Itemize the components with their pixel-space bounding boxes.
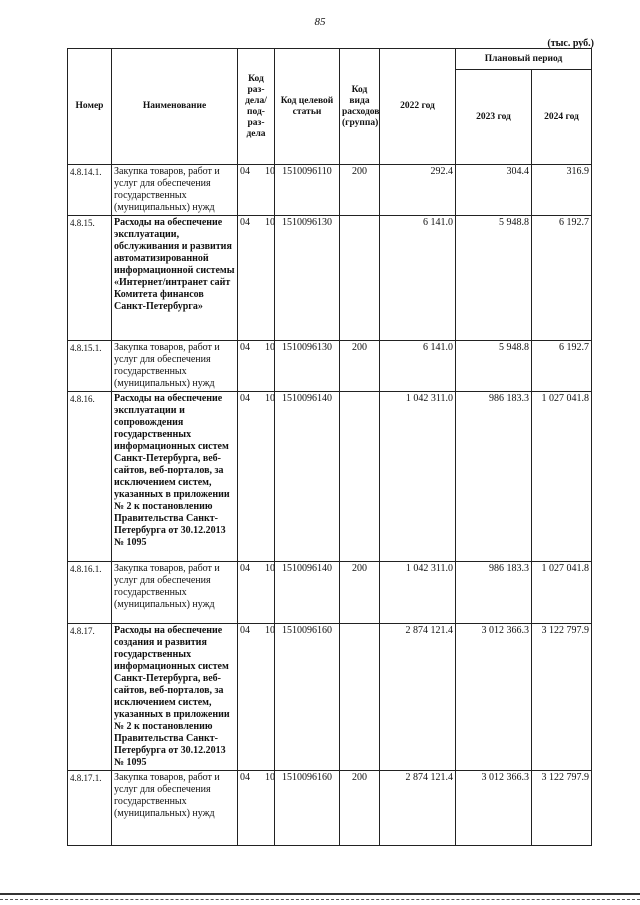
row-value-2023: 3 012 366.3 [456,771,532,846]
row-name: Закупка товаров, работ и услуг для обеспечения государственных (муниципальных) нужд [112,341,238,392]
row-razdel-code: 04 [240,342,250,353]
row-razdel-code: 04 [240,563,250,574]
row-value-2022: 1 042 311.0 [380,562,456,624]
row-value-2023: 986 183.3 [456,392,532,562]
row-vid-code: 200 [340,562,380,624]
row-target-code: 1510096140 [275,392,340,562]
row-razdel-code: 04 [240,393,250,404]
row-vid-code [340,216,380,341]
row-value-2024: 316.9 [532,165,592,216]
row-podrazdel-code: 10 [265,772,275,783]
row-value-2022: 6 141.0 [380,216,456,341]
row-podrazdel-code: 10 [265,393,275,404]
row-value-2023: 5 948.8 [456,216,532,341]
table-row [68,562,592,624]
row-value-2022: 2 874 121.4 [380,771,456,846]
table-row [68,165,592,216]
row-podrazdel-code: 10 [265,342,275,353]
row-razdel [238,341,275,392]
header-name: Наименование [112,49,238,165]
row-value-2024: 6 192.7 [532,216,592,341]
row-razdel-code: 04 [240,217,250,228]
table-header [68,49,592,165]
row-target-code: 1510096160 [275,624,340,771]
row-value-2022: 6 141.0 [380,341,456,392]
row-podrazdel-code: 10 [265,625,275,636]
row-razdel [238,624,275,771]
row-razdel [238,165,275,216]
row-value-2023: 986 183.3 [456,562,532,624]
row-value-2024: 1 027 041.8 [532,392,592,562]
row-razdel-code: 04 [240,625,250,636]
row-value-2024: 3 122 797.9 [532,771,592,846]
header-plan-period: Плановый период [456,49,592,70]
page-bottom-dashed-rule [0,899,640,900]
row-razdel-code: 04 [240,166,250,177]
row-name: Расходы на обеспечение эксплуатации, обслуживания и развития автоматизированной информационной системы «Интернет/интранет сайт Комитета финансов Санкт-Петербурга» [112,216,238,341]
row-razdel [238,216,275,341]
row-target-code: 1510096140 [275,562,340,624]
table-row [68,624,592,771]
row-vid-code: 200 [340,341,380,392]
row-number: 4.8.15. [68,216,112,341]
row-razdel-code: 04 [240,772,250,783]
row-value-2024: 6 192.7 [532,341,592,392]
header-vid: Код вида расходов (группа) [340,49,380,165]
row-value-2022: 2 874 121.4 [380,624,456,771]
page-number: 85 [314,16,326,28]
header-number: Номер [68,49,112,165]
row-name: Закупка товаров, работ и услуг для обеспечения государственных (муниципальных) нужд [112,771,238,846]
row-number: 4.8.16.1. [68,562,112,624]
row-vid-code [340,392,380,562]
header-2022: 2022 год [380,49,456,165]
row-number: 4.8.16. [68,392,112,562]
row-value-2024: 3 122 797.9 [532,624,592,771]
row-value-2023: 3 012 366.3 [456,624,532,771]
row-podrazdel-code: 10 [265,166,275,177]
row-vid-code: 200 [340,165,380,216]
row-razdel [238,392,275,562]
row-vid-code: 200 [340,771,380,846]
page-bottom-rule [0,893,640,895]
header-2024: 2024 год [532,70,592,165]
table-row [68,216,592,341]
row-value-2022: 292.4 [380,165,456,216]
row-value-2023: 5 948.8 [456,341,532,392]
table-body [68,165,592,846]
budget-table [67,48,592,846]
row-value-2023: 304.4 [456,165,532,216]
row-vid-code [340,624,380,771]
table-row [68,771,592,846]
unit-label: (тыс. руб.) [547,38,594,49]
header-target: Код целевой статьи [275,49,340,165]
row-value-2024: 1 027 041.8 [532,562,592,624]
row-value-2022: 1 042 311.0 [380,392,456,562]
row-number: 4.8.17. [68,624,112,771]
row-name: Расходы на обеспечение эксплуатации и сопровождения государственных информационных систем Санкт-Петербурга, веб-сайтов, веб-порталов, за исключением систем, указанных в приложении № 2 к постановлению Правительства Санкт-Петербурга от 30.12.2013 № 1095 [112,392,238,562]
row-target-code: 1510096160 [275,771,340,846]
row-razdel [238,771,275,846]
row-podrazdel-code: 10 [265,217,275,228]
row-number: 4.8.15.1. [68,341,112,392]
header-2023: 2023 год [456,70,532,165]
table-row [68,392,592,562]
row-name: Расходы на обеспечение создания и развития государственных информационных систем Санкт-Петербурга, веб-сайтов, веб-порталов, за исключением систем, указанных в приложении № 2 к постановлению Правительства Санкт-Петербурга от 30.12.2013 № 1095 [112,624,238,771]
table-row [68,341,592,392]
row-number: 4.8.14.1. [68,165,112,216]
row-razdel [238,562,275,624]
row-name: Закупка товаров, работ и услуг для обеспечения государственных (муниципальных) нужд [112,165,238,216]
row-target-code: 1510096130 [275,216,340,341]
header-razdel: Код раз-дела/ под-раз-дела [238,49,275,165]
row-target-code: 1510096130 [275,341,340,392]
row-name: Закупка товаров, работ и услуг для обеспечения государственных (муниципальных) нужд [112,562,238,624]
row-number: 4.8.17.1. [68,771,112,846]
row-podrazdel-code: 10 [265,563,275,574]
row-target-code: 1510096110 [275,165,340,216]
